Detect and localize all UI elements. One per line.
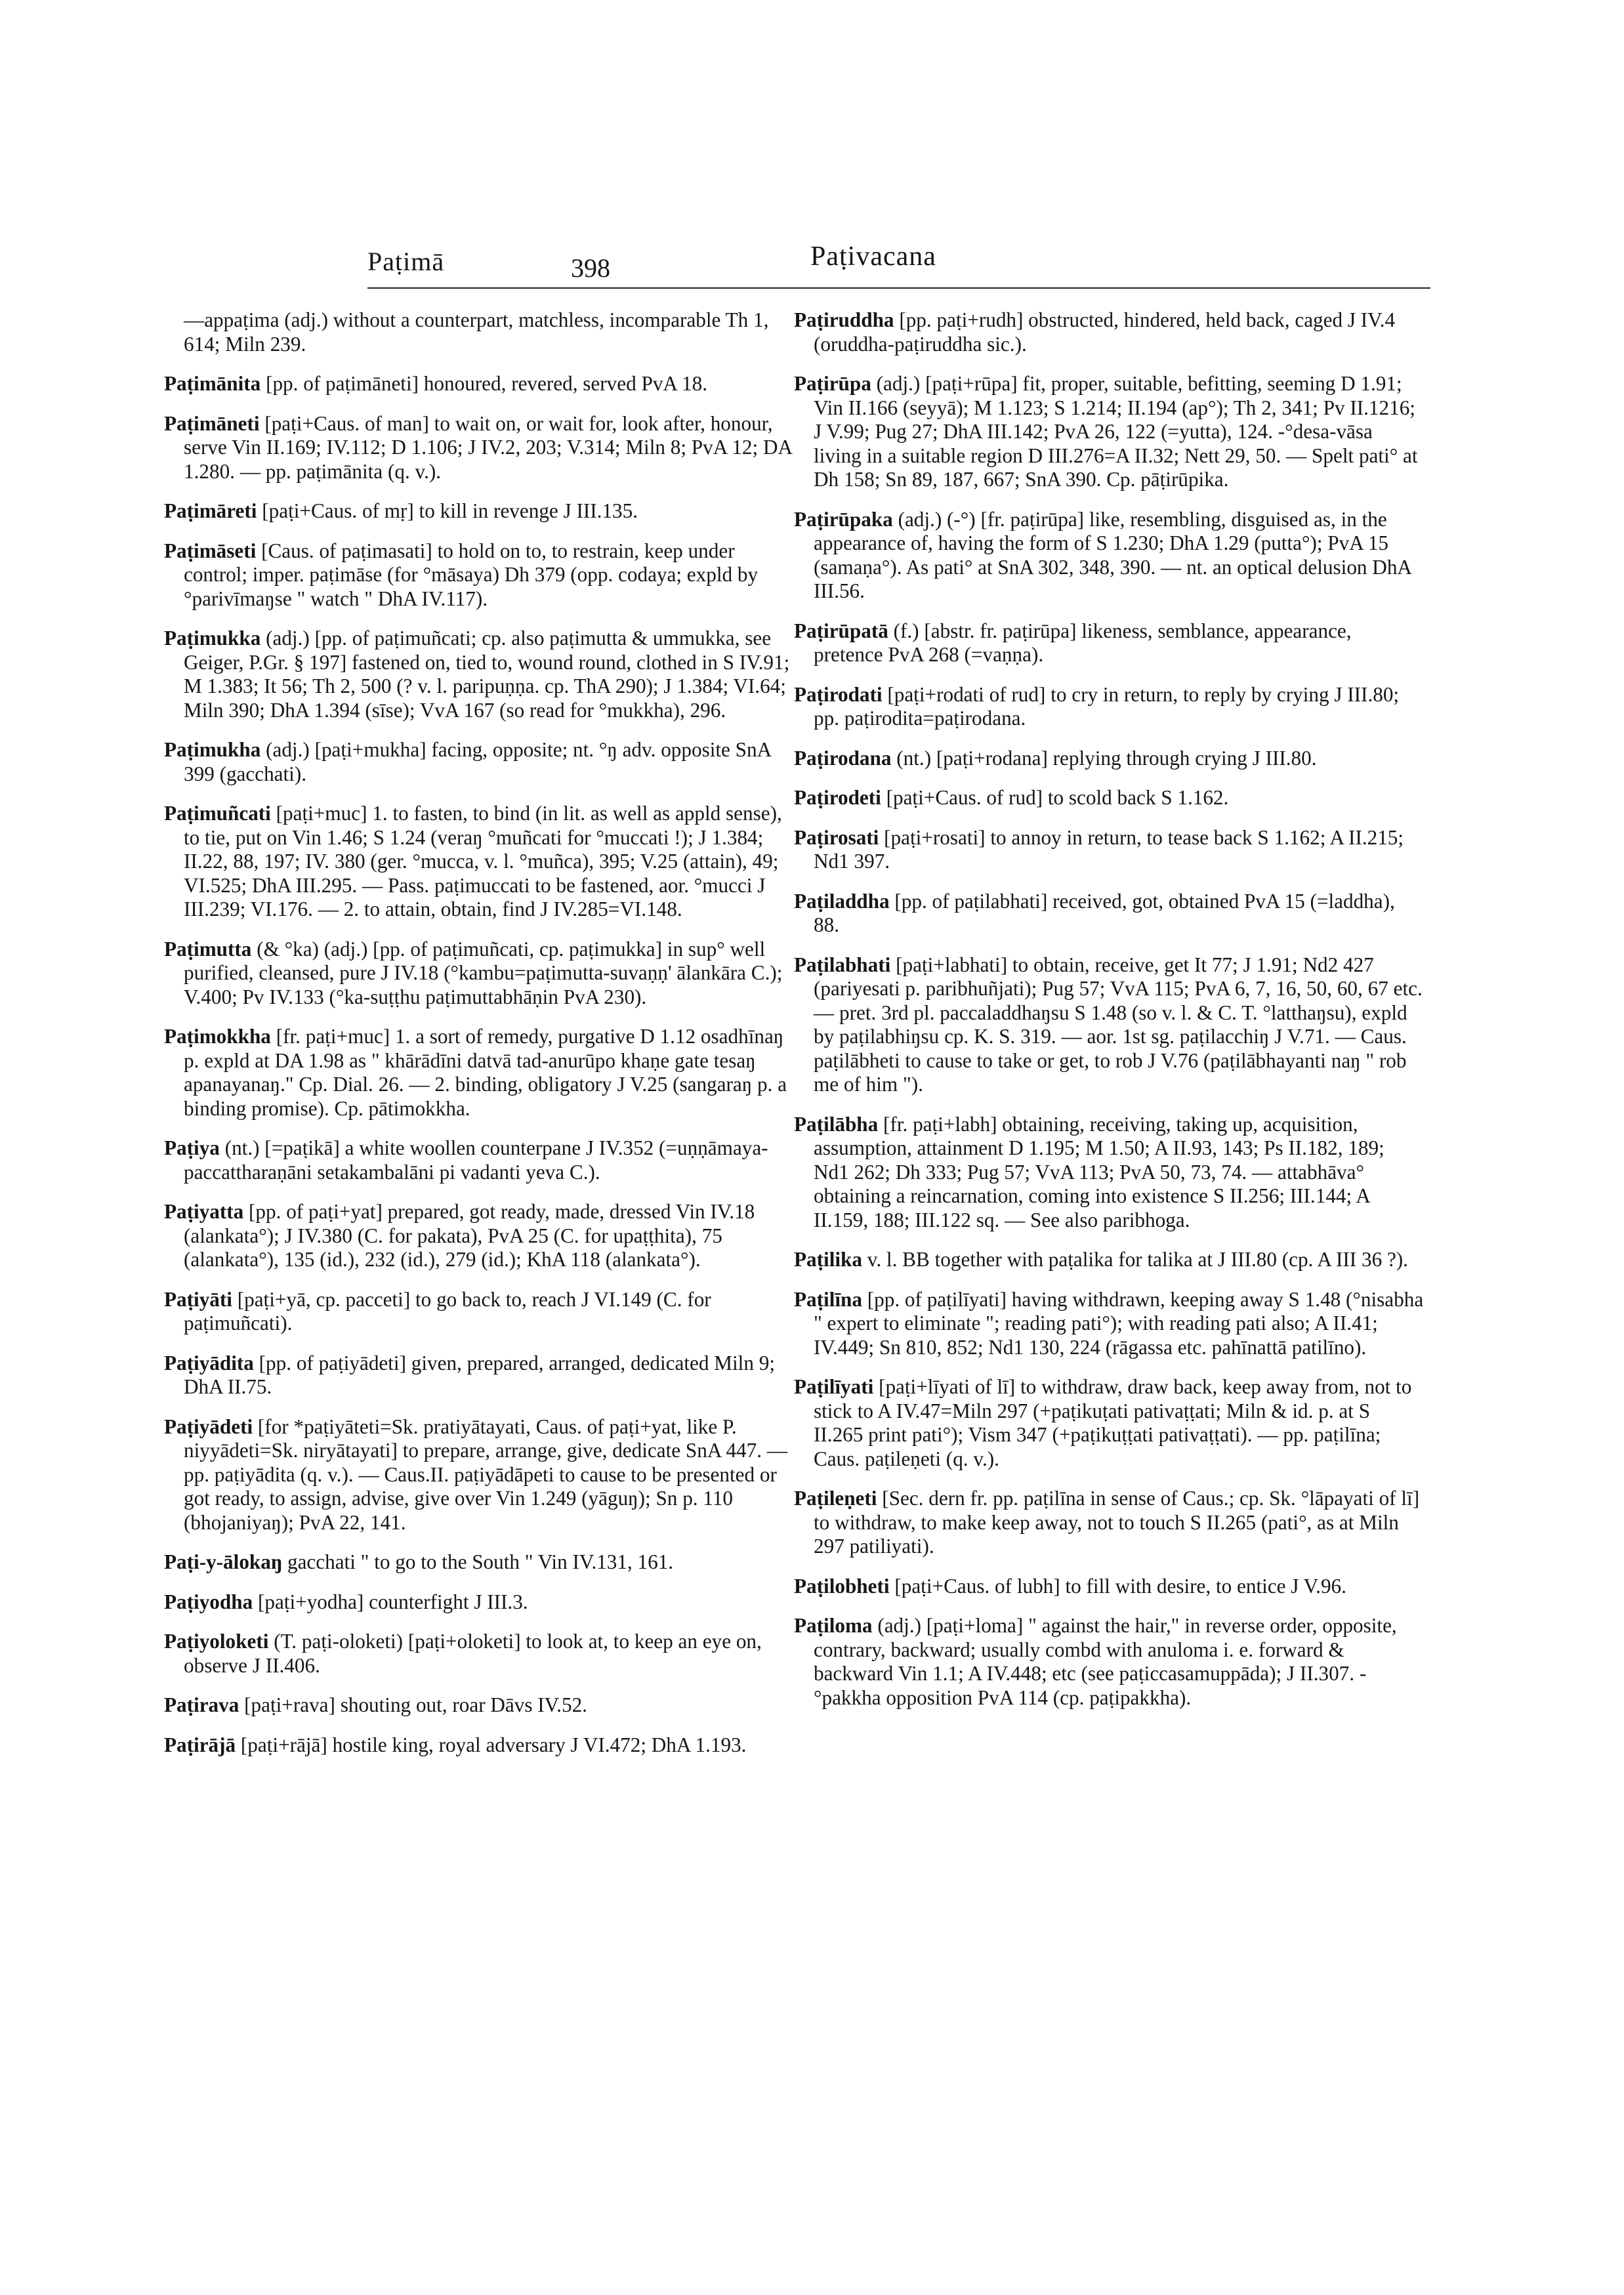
dictionary-entry: [164, 1136, 794, 1184]
dictionary-entry: [794, 1248, 1424, 1272]
entry-headword: Paṭiyodha: [164, 1590, 253, 1613]
entry-headword: Paṭilika: [794, 1248, 862, 1271]
entry-text: [paṭi+muc] 1. to fasten, to bind (in lit. as well as appld sense), to tie, put on Vin 1.46; S 1.24 (veraŋ °muñcati for °muccati !); J 1.384; II.22, 88, 197; IV. 380 (ger. °mucca, v. l. °muñca), 395; V.25 (attain), 49; VI.525; DhA III.295. — Pass. paṭimuccati to be fastened, aor. °mucci J III.239; VI.176. — 2. to attain, obtain, find J IV.285=VI.148.: [184, 802, 782, 920]
entry-headword: Paṭiyatta: [164, 1200, 244, 1223]
dictionary-entry: [164, 372, 794, 396]
dictionary-entry: [164, 802, 794, 922]
dictionary-entry: [794, 890, 1424, 938]
dictionary-entry: [794, 1614, 1424, 1710]
entry-headword: Paṭiloma: [794, 1614, 873, 1637]
entry-headword: Paṭiyādita: [164, 1351, 254, 1375]
entry-headword: Paṭimāseti: [164, 539, 257, 562]
entry-headword: Paṭiladdha: [794, 889, 890, 913]
left-running-head: Paṭimā: [367, 247, 445, 276]
entry-headword: Paṭilīna: [794, 1287, 862, 1311]
dictionary-entry: [164, 627, 794, 722]
dictionary-entry: [164, 938, 794, 1010]
dictionary-entry: [164, 499, 794, 524]
dictionary-entry: [794, 786, 1424, 810]
entry-text: gacchati " to go to the South " Vin IV.131, 161.: [287, 1550, 674, 1573]
entry-text: [paṭi+labhati] to obtain, receive, get It 77; J 1.91; Nd2 427 (pariyesati p. paribhuñjati); Pug 57; VvA 115; PvA 6, 7, 16, 50, 60, 67 etc. — pret. 3rd pl. paccaladdhaŋsu S 1.48 (so v. l. & C. T. °latthaŋsu), expld by paṭilabhiŋsu cp. K. S. 319. — aor. 1st sg. paṭilacchiŋ J V.71. — Caus. paṭilābheti to cause to take or get, to rob J V.76 (paṭilābhayanti naŋ " rob me of him ").: [814, 953, 1423, 1096]
entry-headword: Paṭiyāti: [164, 1287, 232, 1311]
entry-headword: Paṭirodeti: [794, 786, 881, 809]
entry-text: (adj.) (-°) [fr. paṭirūpa] like, resembling, disguised as, in the appearance of, having the form of S 1.230; DhA 1.29 (putta°); PvA 15 (samaṇa°). As pati° at SnA 302, 348, 390. — nt. an optical delusion DhA III.56.: [814, 507, 1411, 602]
entry-text: (adj.) [paṭi+rūpa] fit, proper, suitable, befitting, seeming D 1.91; Vin II.166 (seyyā); M 1.123; S 1.214; II.194 (ap°); Th 2, 341; Pv II.1216; J V.99; Pug 27; DhA III.142; PvA 26, 122 (=yutta), 124. -°desa-vāsa living in a suitable region D III.276=A II.32; Nett 29, 50. — Spelt pati° at Dh 158; Sn 89, 187, 667; SnA 390. Cp. pāṭirūpika.: [814, 372, 1418, 491]
entry-headword: Paṭimānita: [164, 372, 261, 395]
dictionary-entry: [794, 508, 1424, 604]
dictionary-entry: [794, 1375, 1424, 1471]
dictionary-entry: [794, 747, 1424, 771]
entry-headword: Paṭirodana: [794, 746, 892, 770]
entry-text: [Caus. of paṭimasati] to hold on to, to restrain, keep under control; imper. paṭimāse (for °māsaya) Dh 379 (opp. codaya; expld by °parivīmaŋse " watch " DhA IV.117).: [184, 539, 759, 610]
entry-headword: Paṭimutta: [164, 937, 252, 961]
dictionary-entry: [164, 738, 794, 786]
entry-text: [pp. of paṭilīyati] having withdrawn, keeping away S 1.48 (°nisabha " expert to eliminate "; reading pati°); with reading pati also; A II.41; IV.449; Sn 810, 852; Nd1 130, 224 (rāgassa etc. pahīnattā patilīno).: [814, 1287, 1424, 1359]
dictionary-entry: [164, 308, 794, 356]
entry-text: (adj.) [pp. of paṭimuñcati; cp. also paṭimutta & ummukka, see Geiger, P.Gr. § 197] fastened on, tied to, wound round, clothed in S IV.91; M 1.383; It 56; Th 2, 500 (? v. l. paripuṇṇa. cp. ThA 290); J 1.384; VI.64; Miln 390; DhA 1.394 (sīse); VvA 167 (so read for °mukkha), 296.: [184, 627, 790, 722]
entry-text: [paṭi+Caus. of man] to wait on, or wait for, look after, honour, serve Vin II.169; IV.112; D 1.106; J IV.2, 203; V.314; Miln 8; PvA 12; DA 1.280. — pp. paṭimānita (q. v.).: [184, 411, 792, 483]
dictionary-entry: [794, 308, 1424, 356]
dictionary-entry: [794, 1575, 1424, 1599]
entry-headword: Paṭimukka: [164, 627, 261, 650]
entry-text: [pp. of paṭilabhati] received, got, obtained PvA 15 (=laddha), 88.: [814, 889, 1395, 936]
dictionary-entry: [164, 1630, 794, 1678]
left-column: [164, 308, 794, 1773]
dictionary-entry: [794, 1288, 1424, 1360]
entry-text: [paṭi+rodati of rud] to cry in return, to reply by crying J III.80; pp. paṭirodita=paṭirodana.: [814, 682, 1400, 730]
entry-text: [paṭi+līyati of lī] to withdraw, draw back, keep away from, not to stick to A IV.47=Miln 297 (+paṭikuṭati pativaṭṭati; Miln & id. p. at S II.265 print pati°); Vism 347 (+paṭikuṭṭati pativaṭṭati). — pp. paṭilīna; Caus. paṭileṇeti (q. v.).: [814, 1375, 1412, 1470]
dictionary-entry: [794, 1487, 1424, 1559]
entry-text: [pp. of paṭi+yat] prepared, got ready, made, dressed Vin IV.18 (alankata°); J IV.380 (C. for pakata), PvA 25 (C. for upaṭṭhita), 75 (alankata°), 135 (id.), 232 (id.), 279 (id.); KhA 118 (alankata°).: [184, 1200, 755, 1271]
dictionary-entry: [164, 1415, 794, 1535]
dictionary-entry: [164, 1693, 794, 1718]
entry-text: (nt.) [paṭi+rodana] replying through crying J III.80.: [896, 746, 1317, 770]
entry-text: [Sec. dern fr. pp. paṭilīna in sense of Caus.; cp. Sk. °lāpayati of lī] to withdraw, to make keep away, not to touch S II.265 (pati°, as at Miln 297 patiliyati).: [814, 1487, 1420, 1558]
entry-headword: Paṭirūpaka: [794, 507, 893, 531]
dictionary-entry: [164, 539, 794, 611]
entry-text: (nt.) [=paṭikā] a white woollen counterpane J IV.352 (=uṇṇāmaya-paccattharaṇāni setakambalāni pi vadanti yeva C.).: [184, 1136, 768, 1184]
entry-headword: Paṭirodati: [794, 682, 883, 706]
entry-headword: Paṭirājā: [164, 1733, 236, 1756]
entry-text: [paṭi+Caus. of lubh] to fill with desire, to entice J V.96.: [894, 1574, 1346, 1598]
entry-headword: Paṭimokkha: [164, 1025, 271, 1048]
entry-text: [paṭi+yodha] counterfight J III.3.: [257, 1590, 528, 1613]
dictionary-entry: [164, 1590, 794, 1615]
dictionary-entry: [794, 953, 1424, 1097]
entry-text: [paṭi+Caus. of rud] to scold back S 1.162.: [886, 786, 1229, 809]
entry-text: [paṭi+rava] shouting out, roar Dāvs IV.52.: [244, 1693, 587, 1716]
entry-headword: Paṭileṇeti: [794, 1487, 877, 1510]
entry-text: [pp. of paṭimāneti] honoured, revered, served PvA 18.: [266, 372, 707, 395]
entry-headword: Paṭi-y-ālokaŋ: [164, 1550, 283, 1573]
entry-headword: Paṭilīyati: [794, 1375, 874, 1398]
entry-text: [fr. paṭi+muc] 1. a sort of remedy, purgative D 1.12 osadhīnaŋ p. expld at DA 1.98 as " khārādīni datvā tad-anurūpo khaṇe gate tesaŋ apanayanaŋ." Cp. Dial. 26. — 2. binding, obligatory J V.25 (sangaraŋ p. a binding promise). Cp. pātimokkha.: [184, 1025, 787, 1120]
entry-text: (adj.) [paṭi+loma] " against the hair," in reverse order, opposite, contrary, backward; usually combd with anuloma i. e. forward & backward Vin 1.1; A IV.448; etc (see paṭiccasamuppāda); J II.307. -°pakkha opposition PvA 114 (cp. paṭipakkha).: [814, 1614, 1397, 1709]
dictionary-entry: [794, 1113, 1424, 1233]
entry-headword: Paṭirosati: [794, 825, 879, 849]
entry-text: (adj.) [paṭi+mukha] facing, opposite; nt. °ŋ adv. opposite SnA 399 (gacchati).: [184, 738, 771, 785]
dictionary-entry: [164, 1550, 794, 1575]
right-column: [794, 308, 1424, 1726]
entry-text: [pp. of paṭiyādeti] given, prepared, arranged, dedicated Miln 9; DhA II.75.: [184, 1351, 775, 1398]
entry-headword: Paṭimukha: [164, 738, 261, 761]
dictionary-entry: [794, 372, 1424, 492]
page-number: 398: [571, 253, 610, 283]
entry-text: (f.) [abstr. fr. paṭirūpa] likeness, semblance, appearance, pretence PvA 268 (=vaṇṇa).: [814, 619, 1352, 666]
entry-headword: Paṭilābha: [794, 1112, 879, 1136]
right-running-head: Paṭivacana: [810, 241, 936, 272]
entry-headword: Paṭimāneti: [164, 411, 260, 435]
entry-text: v. l. BB together with paṭalika for talika at J III.80 (cp. A III 36 ?).: [867, 1248, 1408, 1271]
entry-text: (T. paṭi-oloketi) [paṭi+oloketi] to look at, to keep an eye on, observe J II.406.: [184, 1630, 762, 1677]
dictionary-entry: [164, 1733, 794, 1758]
dictionary-entry: [794, 826, 1424, 874]
entry-headword: Paṭiyādeti: [164, 1415, 253, 1438]
dictionary-entry: [164, 1200, 794, 1272]
header-rule: [367, 287, 1430, 289]
entry-text: (& °ka) (adj.) [pp. of paṭimuñcati, cp. paṭimukka] in sup° well purified, cleansed, pure J IV.18 (°kambu=paṭimutta-suvaṇṇ' ālankāra C.); V.400; Pv IV.133 (°ka-suṭṭhu paṭimuttabhāṇin PvA 230).: [184, 937, 783, 1008]
entry-text: [paṭi+yā, cp. pacceti] to go back to, reach J VI.149 (C. for paṭimuñcati).: [184, 1287, 711, 1334]
entry-text: [for *paṭiyāteti=Sk. pratiyātayati, Caus. of paṭi+yat, like P. niyyādeti=Sk. niryātayati] to prepare, arrange, give, dedicate SnA 447. — pp. paṭiyādita (q. v.). — Caus.II. paṭiyādāpeti to cause to be presented or got ready, to assign, advise, give over Vin 1.249 (yāguŋ); Sn p. 110 (bhojaniyaŋ); PvA 22, 141.: [184, 1415, 788, 1534]
entry-text: [fr. paṭi+labh] obtaining, receiving, taking up, acquisition, assumption, attainment D 1.195; M 1.50; A II.93, 143; Ps II.182, 189; Nd1 262; Dh 333; Pug 57; VvA 113; PvA 50, 73, 74. — attabhāva° obtaining a reincarnation, coming into existence S II.256; III.144; A II.159, 188; III.122 sq. — See also paribhoga.: [814, 1112, 1385, 1231]
dictionary-entry: [164, 1288, 794, 1336]
entry-headword: Paṭimāreti: [164, 499, 257, 522]
page-header: [367, 241, 1299, 285]
entry-text: [pp. paṭi+rudh] obstructed, hindered, held back, caged J IV.4 (oruddha-paṭiruddha sic.).: [814, 308, 1396, 356]
entry-headword: Paṭiruddha: [794, 308, 894, 331]
entry-headword: Paṭilobheti: [794, 1574, 890, 1598]
entry-headword: Paṭirūpa: [794, 372, 871, 395]
dictionary-entry: [164, 1025, 794, 1121]
entry-headword: Paṭirava: [164, 1693, 239, 1716]
dictionary-entry: [794, 683, 1424, 731]
entry-headword: Paṭiyoloketi: [164, 1630, 269, 1653]
entry-headword: Paṭilabhati: [794, 953, 891, 976]
dictionary-entry: [164, 1352, 794, 1399]
entry-text: —appaṭima (adj.) without a counterpart, matchless, incomparable Th 1, 614; Miln 239.: [184, 308, 769, 356]
entry-headword: Paṭiya: [164, 1136, 220, 1159]
dictionary-entry: [794, 619, 1424, 667]
entry-headword: Paṭirūpatā: [794, 619, 888, 642]
entry-text: [paṭi+Caus. of mṛ] to kill in revenge J III.135.: [262, 499, 638, 522]
dictionary-entry: [164, 412, 794, 484]
entry-text: [paṭi+rājā] hostile king, royal adversary J VI.472; DhA 1.193.: [240, 1733, 747, 1756]
entry-text: [paṭi+rosati] to annoy in return, to tease back S 1.162; A II.215; Nd1 397.: [814, 825, 1404, 873]
entry-headword: Paṭimuñcati: [164, 802, 271, 825]
